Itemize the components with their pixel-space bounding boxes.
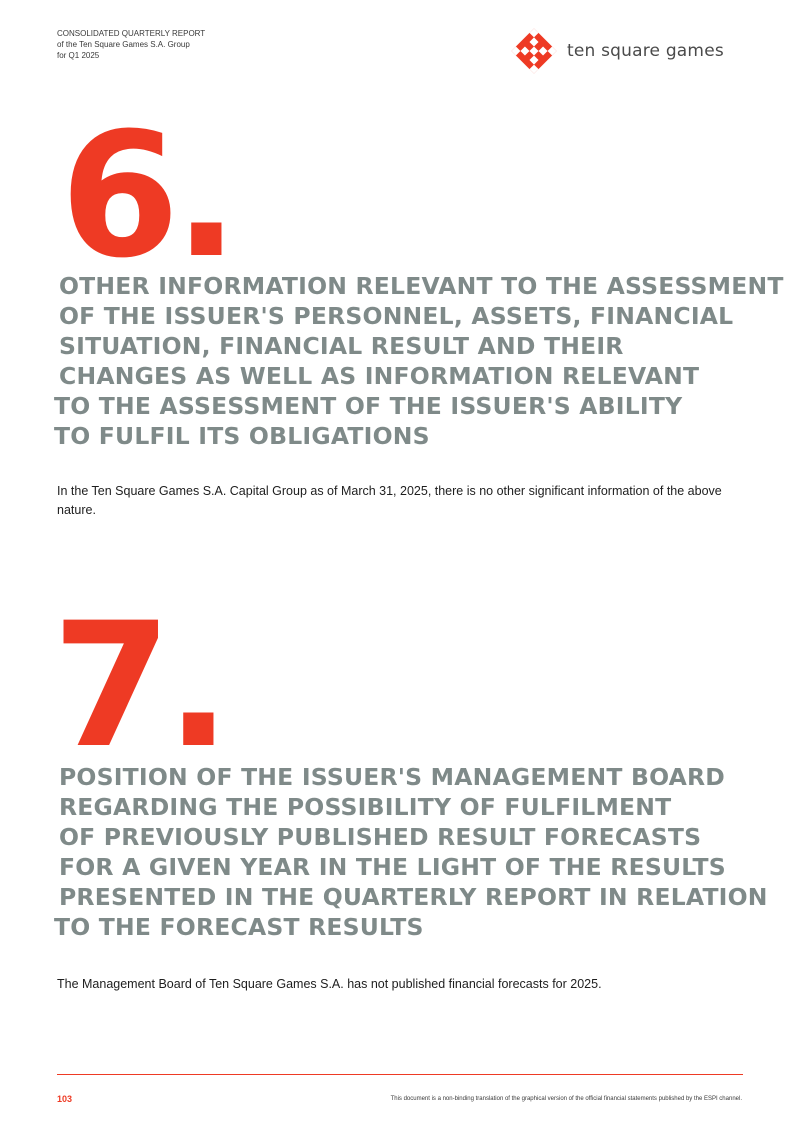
section-6-number: 6. xyxy=(60,95,234,296)
section-6-title-line: TO FULFIL ITS OBLIGATIONS xyxy=(54,422,430,450)
section-7-title-line: PRESENTED IN THE QUARTERLY REPORT IN RELATION xyxy=(59,883,768,911)
section-7-title-line: POSITION OF THE ISSUER'S MANAGEMENT BOARD xyxy=(59,763,726,791)
logo-wordmark: ten square games xyxy=(567,41,724,61)
section-6-title xyxy=(54,271,784,451)
section-7-body: The Management Board of Ten Square Games S.A. has not published financial forecasts for 2025. xyxy=(57,977,602,991)
report-header xyxy=(57,28,205,61)
section-6-title-line: TO THE ASSESSMENT OF THE ISSUER'S ABILITY xyxy=(54,392,683,420)
section-6-title-line: CHANGES AS WELL AS INFORMATION RELEVANT xyxy=(59,362,700,390)
company-logo xyxy=(510,27,724,75)
section-7-title-line: REGARDING THE POSSIBILITY OF FULFILMENT xyxy=(59,793,672,821)
section-6-title-line: OF THE ISSUER'S PERSONNEL, ASSETS, FINANCIAL xyxy=(59,302,734,330)
section-7-title-line: OF PREVIOUSLY PUBLISHED RESULT FORECASTS xyxy=(59,823,702,851)
section-7-title xyxy=(54,762,768,942)
checkered-diamond-logo-icon xyxy=(510,27,558,75)
header-line-3: for Q1 2025 xyxy=(57,51,100,60)
footer-disclaimer: This document is a non-binding translation of the graphical version of the official financial statements published by the ESPI channel. xyxy=(390,1096,742,1102)
section-6-body: In the Ten Square Games S.A. Capital Group as of March 31, 2025, there is no other significant information of the above nature. xyxy=(57,484,722,517)
section-6-title-line: OTHER INFORMATION RELEVANT TO THE ASSESSMENT xyxy=(59,272,784,300)
header-line-2: of the Ten Square Games S.A. Group xyxy=(57,40,190,49)
section-7-title-line: TO THE FORECAST RESULTS xyxy=(54,913,424,941)
header-line-1: CONSOLIDATED QUARTERLY REPORT xyxy=(57,29,206,38)
page-number: 103 xyxy=(57,1094,73,1104)
section-7-number: 7. xyxy=(52,585,226,786)
section-6-title-line: SITUATION, FINANCIAL RESULT AND THEIR xyxy=(59,332,624,360)
section-7-title-line: FOR A GIVEN YEAR IN THE LIGHT OF THE RESULTS xyxy=(59,853,726,881)
footer-divider xyxy=(57,1074,743,1075)
